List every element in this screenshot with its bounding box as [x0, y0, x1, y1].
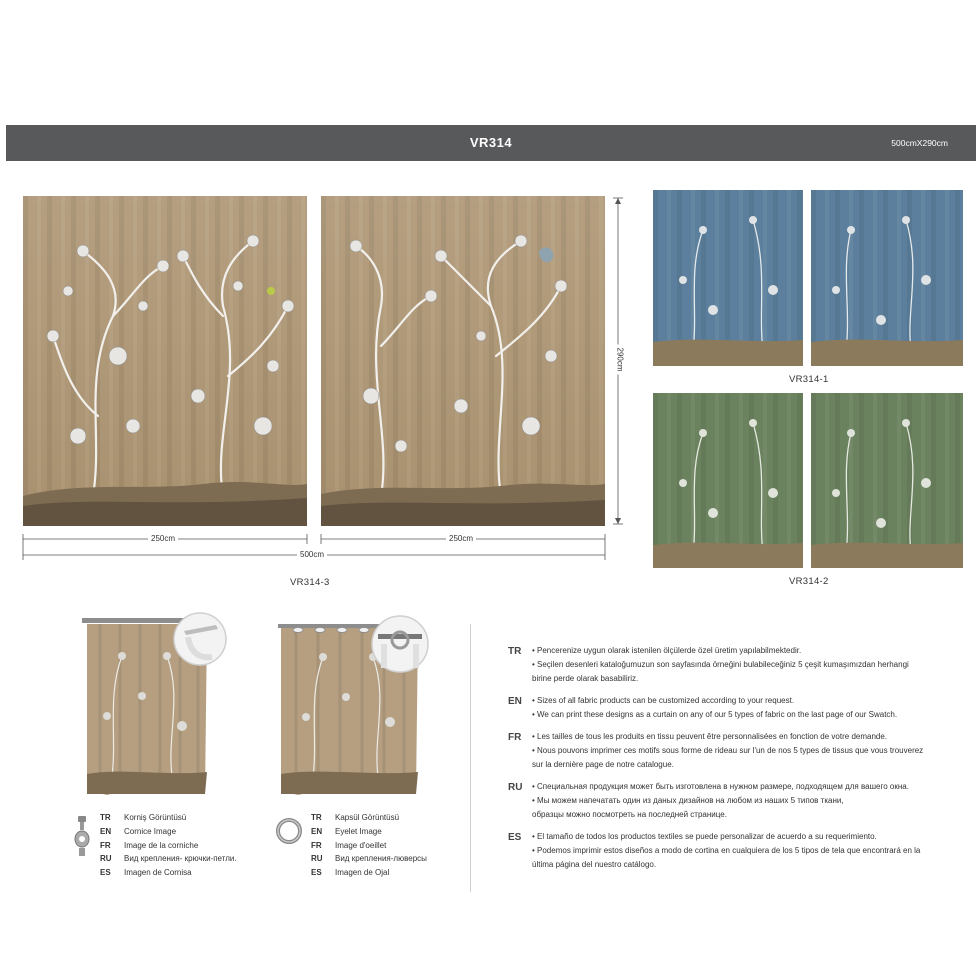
legend-line [311, 852, 427, 866]
info-line: • We can print these designs as a curtain on any of our 5 types of fabric on the last page of our Swatch. [532, 710, 898, 719]
legend-line [100, 825, 237, 839]
curtain-panel-right [321, 196, 605, 526]
info-line: • Pencerenize uygun olarak istenilen ölçülerde özel üretim yapılabilmektedir. [532, 646, 802, 655]
width-left-label: 250cm [148, 534, 178, 543]
lang-code: ES [311, 868, 322, 878]
legend-line [311, 825, 427, 839]
info-line: • Podemos imprimir estos diseños a modo de cortina en cualquiera de los 5 tipos de tela que encontrará en la [532, 846, 921, 855]
info-lang-code: FR [508, 732, 522, 743]
legend-text: Eyelet Image [335, 826, 382, 836]
eyelet-detail-icon [370, 614, 430, 674]
product-dimensions: 500cmX290cm [891, 138, 948, 148]
variant-2-panel-right [811, 393, 963, 568]
lang-code: RU [100, 854, 112, 864]
lang-code: EN [311, 826, 323, 836]
info-line: • El tamaño de todos los productos textiles se puede personalizar de acuerdo a su requerimiento. [532, 832, 877, 841]
info-line: • Мы можем напечатать один из даных дизайнов на любом из наших 5 типов ткани, [532, 796, 844, 805]
width-right-label: 250cm [446, 534, 476, 543]
legend-text: Вид крепления- крючки-петли. [124, 854, 237, 864]
eyelet-ring-icon [275, 817, 303, 845]
cornice-detail-icon [172, 611, 228, 667]
variant-1-panel-left [653, 190, 803, 366]
info-line: última página del nuestro catálogo. [532, 860, 657, 869]
curtain-art-left [23, 196, 307, 526]
legend-text: Imagen de Cornisa [124, 868, 192, 878]
lang-code: ES [100, 868, 111, 878]
variant-2-panel-left [653, 393, 803, 568]
legend-line [311, 839, 427, 853]
header-bar [6, 125, 976, 161]
width-dimension-lines [20, 532, 610, 564]
info-lang-code: EN [508, 696, 522, 707]
legend-line [100, 852, 237, 866]
info-line: sur la dernière page de notre catalogue. [532, 760, 674, 769]
legend-line [311, 866, 427, 880]
lang-code: TR [100, 813, 111, 822]
main-caption: VR314-3 [290, 577, 330, 588]
legend-line [100, 839, 237, 853]
legend-text: Cornice Image [124, 826, 177, 836]
legend-text: Image d'oeillet [335, 840, 387, 850]
variant-1-panel-right [811, 190, 963, 366]
lang-code: EN [100, 826, 112, 836]
lang-code: TR [311, 813, 322, 822]
legend-text: Kapsül Görüntüsü [335, 813, 400, 822]
curtain-art-right [321, 196, 605, 526]
info-line: • Специальная продукция может быть изготовлена в нужном размере, подходящем для вашего окна. [532, 782, 909, 791]
product-code-title: VR314 [469, 135, 513, 150]
width-total-label: 500cm [297, 550, 327, 559]
info-line: образцы можно посмотреть на последней странице. [532, 810, 727, 819]
info-lang-code: TR [508, 646, 522, 657]
legend-text: Imagen de Ojal [335, 868, 390, 878]
lang-code: FR [100, 840, 111, 850]
legend-text: Korniş Görüntüsü [124, 813, 187, 822]
legend-line [100, 866, 237, 880]
curtain-panel-left [23, 196, 307, 526]
cornice-hook-icon [72, 815, 92, 859]
lang-code: FR [311, 840, 322, 850]
legend-text: Вид крепления-люверсы [335, 854, 427, 864]
section-divider [470, 624, 471, 892]
info-lang-code: ES [508, 832, 522, 843]
legend-line [311, 811, 427, 825]
info-line: • Seçilen desenleri kataloğumuzun son sayfasında örneğini bulabileceğiniz 5 çeşit kumaşımızdan herhangi [532, 660, 909, 669]
legend-line [100, 811, 237, 825]
cornice-legend [100, 811, 237, 880]
variant-2-caption: VR314-2 [789, 576, 829, 587]
legend-text: Image de la corniche [124, 840, 199, 850]
info-lang-code: RU [508, 782, 523, 793]
info-line: • Nous pouvons imprimer ces motifs sous forme de rideau sur l'un de nos 5 types de tissus que vous trouverez [532, 746, 924, 755]
height-dimension-label: 290cm [616, 344, 625, 374]
info-line: birine perde olarak basabiliriz. [532, 674, 639, 683]
info-line: • Les tailles de tous les produits en tissu peuvent être personnalisées en fonction de votre demande. [532, 732, 888, 741]
variant-1-caption: VR314-1 [789, 374, 829, 385]
info-line: • Sizes of all fabric products can be customized according to your request. [532, 696, 795, 705]
lang-code: RU [311, 854, 323, 864]
eyelet-legend [311, 811, 427, 880]
